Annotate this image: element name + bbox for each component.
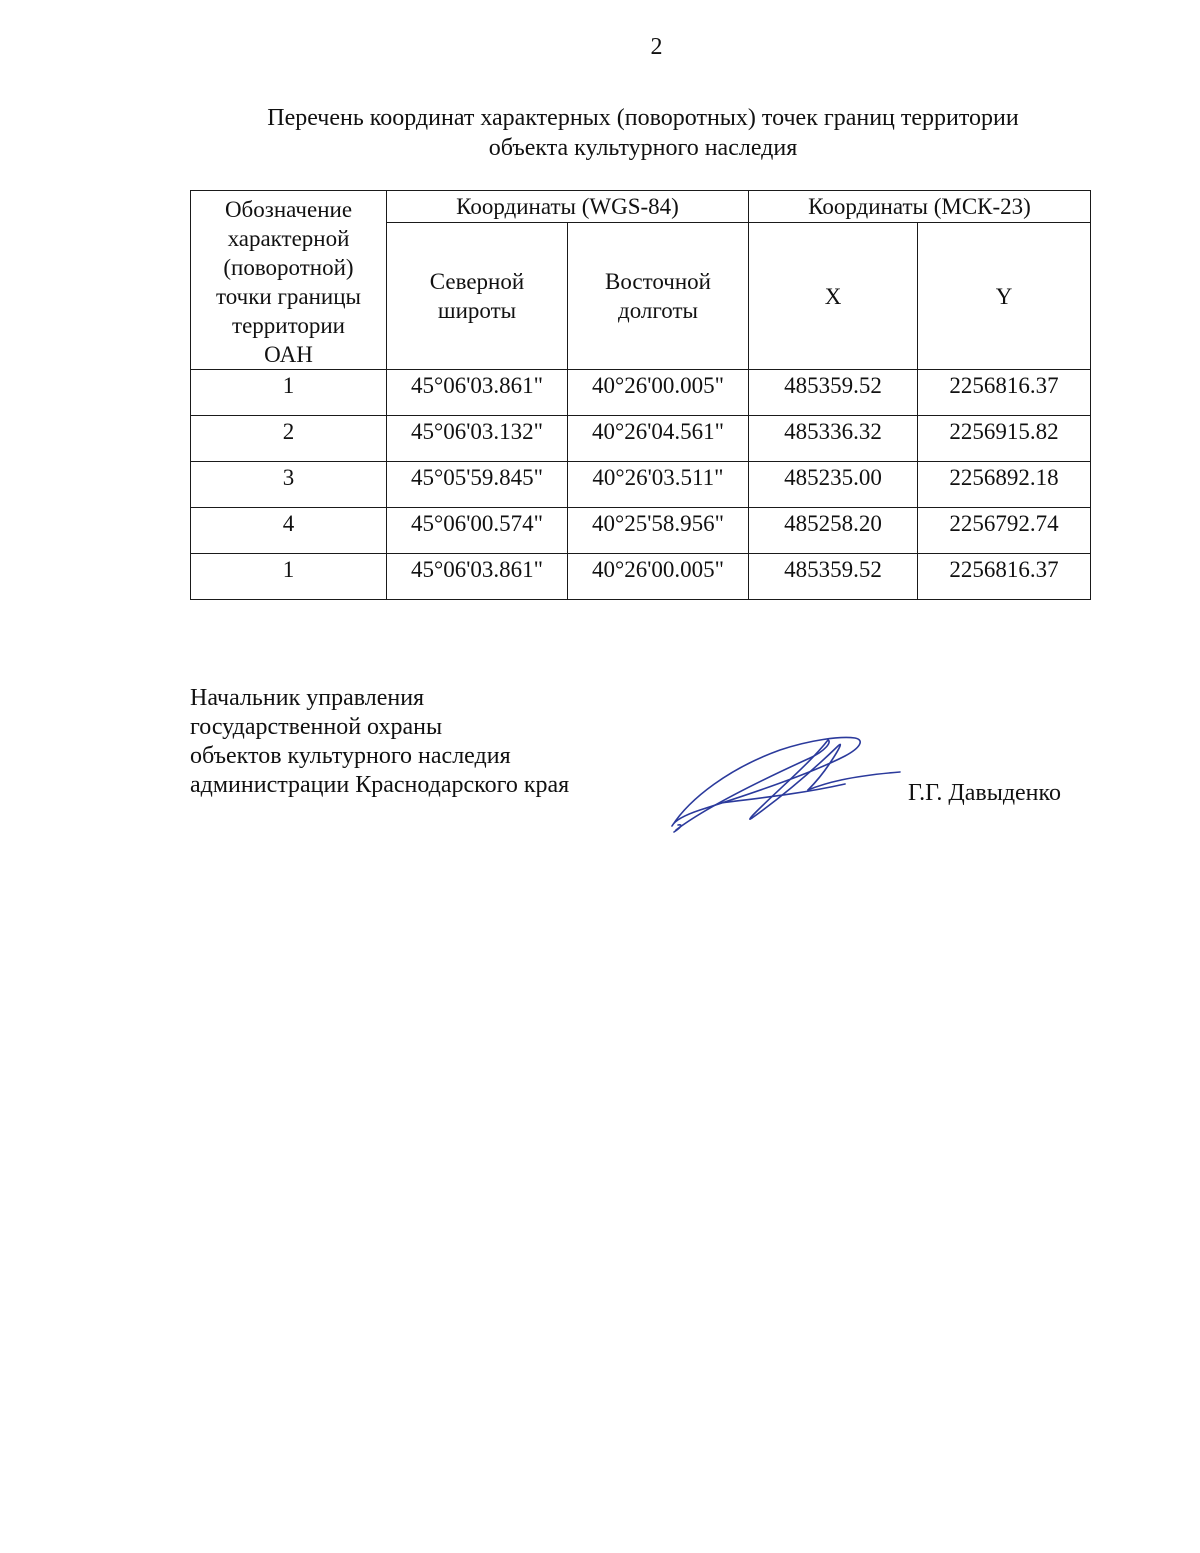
cell-point: 1 xyxy=(191,370,387,416)
cell-point: 4 xyxy=(191,508,387,554)
cell-x: 485336.32 xyxy=(749,416,918,462)
signatory-position xyxy=(190,684,569,800)
position-line: государственной охраны xyxy=(190,714,443,740)
table-header-row xyxy=(191,191,1091,223)
table-row xyxy=(191,554,1091,600)
cell-point: 1 xyxy=(191,554,387,600)
cell-lon: 40°26'03.511" xyxy=(568,462,749,508)
document-title xyxy=(190,103,1096,163)
position-line: администрации Краснодарского края xyxy=(190,772,570,798)
cell-y: 2256892.18 xyxy=(918,462,1091,508)
cell-lon: 40°26'00.005" xyxy=(568,554,749,600)
header-point-designation: Обозначение характерной (поворотной) точки границы территории ОАН xyxy=(191,191,387,370)
cell-lat: 45°06'00.574" xyxy=(387,508,568,554)
cell-y: 2256792.74 xyxy=(918,508,1091,554)
cell-lat: 45°05'59.845" xyxy=(387,462,568,508)
header-latitude: Северной широты xyxy=(387,223,568,370)
header-x: X xyxy=(749,223,918,370)
cell-lon: 40°25'58.956" xyxy=(568,508,749,554)
cell-lat: 45°06'03.132" xyxy=(387,416,568,462)
table-row xyxy=(191,370,1091,416)
cell-y: 2256816.37 xyxy=(918,554,1091,600)
header-y: Y xyxy=(918,223,1091,370)
title-line-2: объекта культурного наследия xyxy=(488,135,798,161)
cell-x: 485258.20 xyxy=(749,508,918,554)
header-longitude: Восточной долготы xyxy=(568,223,749,370)
cell-x: 485359.52 xyxy=(749,370,918,416)
cell-lat: 45°06'03.861" xyxy=(387,554,568,600)
header-wgs84: Координаты (WGS-84) xyxy=(387,191,749,223)
signer-name: Г.Г. Давыденко xyxy=(908,780,1061,806)
cell-x: 485359.52 xyxy=(749,554,918,600)
cell-y: 2256816.37 xyxy=(918,370,1091,416)
cell-lon: 40°26'04.561" xyxy=(568,416,749,462)
title-line-1: Перечень координат характерных (поворотных) точек границ территории xyxy=(267,105,1019,131)
page-number: 2 xyxy=(650,34,663,60)
table-row xyxy=(191,462,1091,508)
cell-lat: 45°06'03.861" xyxy=(387,370,568,416)
cell-point: 3 xyxy=(191,462,387,508)
cell-y: 2256915.82 xyxy=(918,416,1091,462)
position-line: Начальник управления xyxy=(190,685,425,711)
cell-point: 2 xyxy=(191,416,387,462)
header-msk23: Координаты (МСК-23) xyxy=(749,191,1091,223)
cell-lon: 40°26'00.005" xyxy=(568,370,749,416)
position-line: объектов культурного наследия xyxy=(190,743,511,769)
coordinates-table xyxy=(190,190,1091,600)
handwritten-signature xyxy=(660,728,910,840)
cell-x: 485235.00 xyxy=(749,462,918,508)
table-row xyxy=(191,508,1091,554)
table-row xyxy=(191,416,1091,462)
